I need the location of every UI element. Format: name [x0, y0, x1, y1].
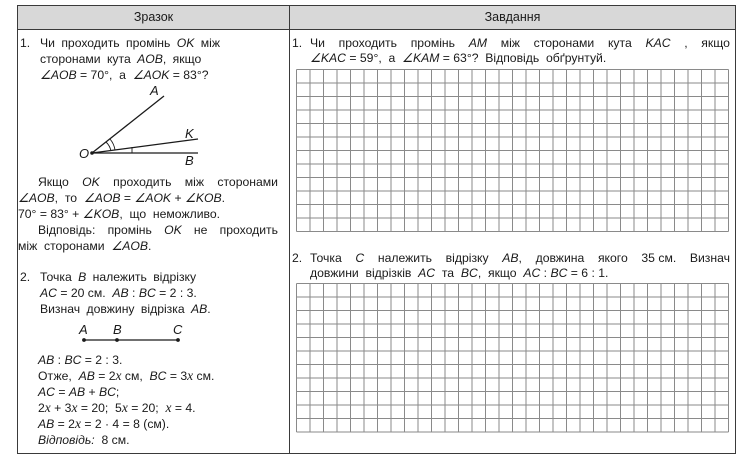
segment-figure	[78, 334, 188, 346]
answer-grid-1[interactable]	[296, 69, 730, 233]
solution-line: 70° = 83° + ∠KOB, що неможливо.	[18, 207, 221, 221]
problem-text-line: Чи проходить промінь AM між сторонами кута KAC , якщо	[310, 36, 730, 50]
point-c	[176, 338, 180, 342]
problem-text-line: Точка B належить відрізку	[40, 270, 197, 284]
header-task: Завдання	[290, 6, 735, 30]
label-c: C	[173, 322, 183, 337]
label-b: B	[185, 153, 194, 168]
solution-line: AB = 2x = 2 · 4 = 8 (см).	[38, 416, 170, 431]
problem-text-line: ∠KAC = 59°, а ∠KAM = 63°? Відповідь обґрунтуй.	[310, 51, 607, 65]
angle-arc-aok-inner	[106, 142, 111, 151]
solution-line: ∠AOB, то ∠AOB = ∠AOK + ∠KOB.	[18, 191, 226, 205]
solution-line: AB : BC = 2 : 3.	[38, 353, 123, 367]
problem-text-line: Точка C належить відрізку AB, довжина якого 35 см. Визнач	[310, 251, 730, 265]
solution-line: Відповідь: промінь OK не проходить	[38, 223, 278, 237]
label-k: K	[185, 126, 194, 141]
problem-text-line: довжини відрізків AC та BC, якщо AC : BC = 6 : 1.	[310, 266, 609, 280]
header-sample: Зразок	[18, 6, 290, 30]
solution-line: 2x + 3x = 20; 5x = 20; x = 4.	[38, 400, 196, 415]
angle-arc-aok	[110, 139, 115, 150]
problem-text-line: сторонами кута AOB, якщо	[40, 52, 202, 66]
problem-text-line: ∠AOB = 70°, а ∠AOK = 83°?	[40, 68, 209, 82]
point-b	[115, 338, 119, 342]
label-a: A	[79, 322, 88, 337]
problem-number: 1.	[20, 36, 31, 50]
label-a: A	[150, 83, 159, 98]
problem-text-line: Визнач довжину відрізка AB.	[40, 302, 211, 316]
answer-grid-2[interactable]	[296, 283, 730, 434]
problem-number: 1.	[292, 36, 303, 50]
answer-line: Відповідь: 8 см.	[38, 433, 130, 447]
label-b: B	[113, 322, 122, 337]
point-a	[82, 338, 86, 342]
solution-line: Отже, AB = 2x см, BC = 3x см.	[38, 368, 215, 383]
problem-number: 2.	[292, 251, 303, 265]
problem-text-line: AC = 20 см. AB : BC = 2 : 3.	[40, 286, 197, 300]
problem-number: 2.	[20, 270, 31, 284]
problem-text-line: Чи проходить промінь OK між	[40, 36, 220, 50]
solution-line: Якщо OK проходить між сторонами	[38, 175, 278, 189]
solution-line: між сторонами ∠AOB.	[18, 239, 152, 253]
column-divider	[289, 6, 290, 453]
solution-line: AC = AB + BC;	[38, 385, 120, 399]
point-o	[90, 151, 94, 155]
label-o: O	[79, 146, 90, 161]
